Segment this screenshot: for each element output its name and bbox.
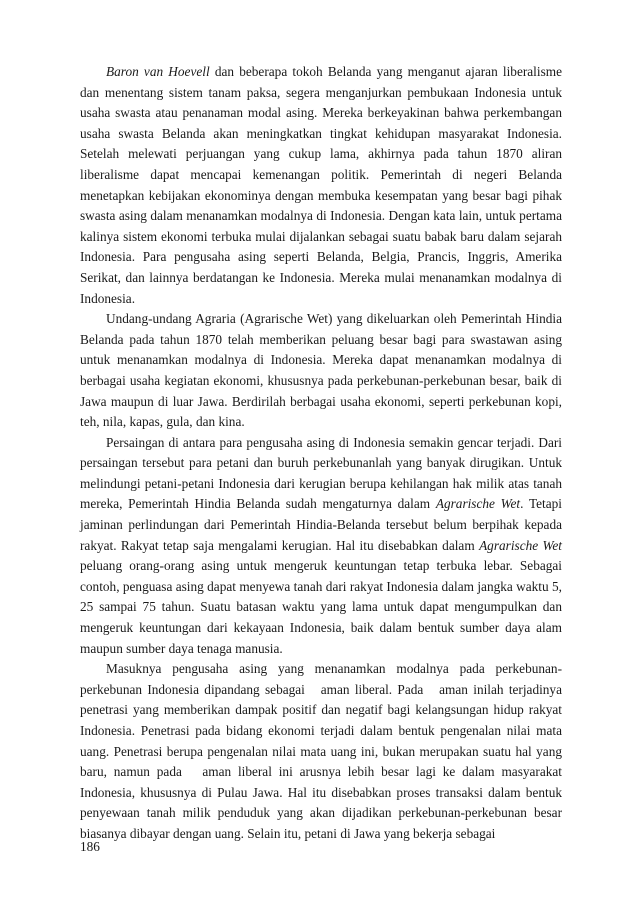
paragraph (80, 659, 562, 844)
text-run: . Tetapi jaminan perlindungan dari Pemerintah Hindia-Belanda tersebut belum berpihak kepada rakyat. Rakyat tetap saja mengalami kerugian. Hal itu disebabkan dalam (80, 496, 562, 553)
paragraph (80, 433, 562, 660)
text-run: Agrarische Wet (435, 496, 521, 512)
text-run: Baron van Hoevell (106, 64, 210, 79)
paragraph (80, 309, 562, 433)
text-run: peluang orang-orang asing untuk mengeruk keuntungan tetap terbuka lebar. Sebagai contoh, penguasa asing dapat menyewa tanah dari rakyat Indonesia dalam jangka waktu 5, 25 sampai 75 tahun. Suatu batasan waktu yang lama untuk dapat mengumpulkan dan mengeruk keuntungan dari kekayaan Indonesia, baik dalam bentuk sumber daya alam maupun sumber daya tenaga manusia. (80, 558, 562, 656)
page-number: 186 (80, 839, 100, 854)
text-run: Undang-undang Agraria (Agrarische Wet) yang dikeluarkan oleh Pemerintah Hindia Belanda pada tahun 1870 telah memberikan peluang besar bagi para swastawan asing untuk menanamkan modalnya di Indonesia. Mereka dapat menanamkan modalnya di berbagai usaha kegiatan ekonomi, khususnya pada perkebunan-perkebunan besar, baik di Jawa maupun di luar Jawa. Berdirilah berbagai usaha ekonomi, seperti perkebunan kopi, teh, nila, kapas, gula, dan kina. (80, 311, 562, 430)
text-run: Agrarische Wet (479, 537, 562, 553)
text-run: Masuknya pengusaha asing yang menanamkan modalnya pada perkebunan-perkebunan Indonesia dipandang sebagai aman liberal. Pada aman inilah terjadinya penetrasi yang memberikan dampak positif dan negatif bagi kelangsungan hidup rakyat Indonesia. Penetrasi pada bidang ekonomi terjadi dalam bentuk pengenalan nilai mata uang. Penetrasi berupa pengenalan nilai mata uang ini, bukan merupakan suatu hal yang baru, namun pada aman liberal ini arusnya lebih besar lagi ke dalam masyarakat Indonesia, khususnya di Pulau Jawa. Hal itu disebabkan proses transaksi dalam bentuk penyewaan tanah milik penduduk yang akan dijadikan perkebunan-perkebunan besar biasanya dibayar dengan uang. Selain itu, petani di Jawa yang bekerja sebagai (80, 661, 562, 841)
text-run: Persaingan di antara para pengusaha asing di Indonesia semakin gencar terjadi. Dari persaingan tersebut para petani dan buruh perkebunanlah yang banyak dirugikan. Untuk melindungi petani-petani Indonesia dari kerugian berupa kehilangan hak milik atas tanah mereka, Pemerintah Hindia Belanda sudah mengaturnya dalam (80, 434, 562, 512)
paragraph (80, 62, 562, 309)
page-body (80, 62, 562, 845)
text-run: dan beberapa tokoh Belanda yang menganut ajaran liberalisme dan menentang sistem tanam paksa, segera menganjurkan pembukaan Indonesia untuk usaha swasta atau penanaman modal asing. Mereka berkeyakinan bahwa perkembangan usaha swasta Belanda akan meningkatkan tingkat kehidupan masyarakat Indonesia. Setelah melewati perjuangan yang cukup lama, akhirnya pada tahun 1870 aliran liberalisme dapat mencapai kemenangan politik. Pemerintah di negeri Belanda menetapkan kebijakan ekonominya dengan membuka kesempatan yang besar bagi pihak swasta asing dalam menanamkan modalnya di Indonesia. Dengan kata lain, untuk pertama kalinya sistem ekonomi terbuka mulai dijalankan sebagai suatu babak baru dalam sejarah Indonesia. Para pengusaha asing seperti Belanda, Belgia, Prancis, Inggris, Amerika Serikat, dan lainnya berdatangan ke Indonesia. Mereka mulai menanamkan modalnya di Indonesia. (80, 64, 562, 306)
